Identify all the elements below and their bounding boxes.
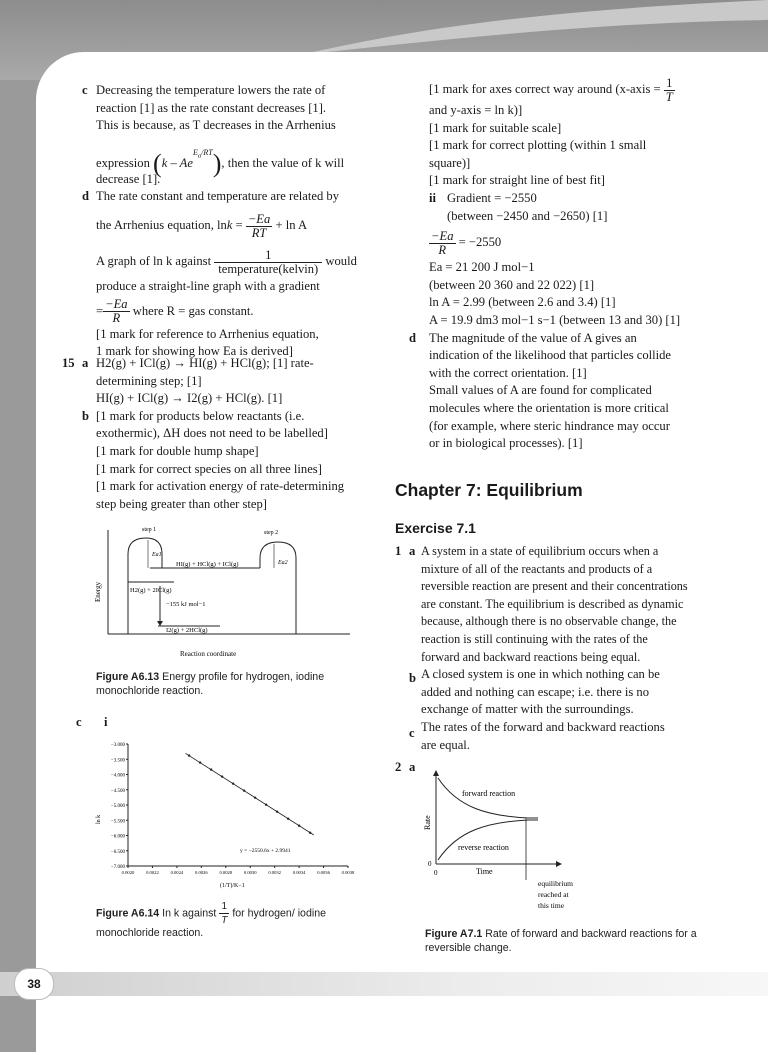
y-tick-label: −7.000: [110, 865, 125, 870]
y-tick-label: −6.500: [110, 849, 125, 855]
fraction: $\frac{-Ea}{R}$: [105, 297, 128, 326]
y-tick-label: −3.000: [110, 743, 125, 748]
data-point: [309, 832, 311, 834]
dh-arrowhead: [157, 621, 163, 626]
x-tick-label: 0.0024: [170, 870, 184, 875]
y-axis-label: Energy: [94, 581, 102, 602]
figure-caption-a6-13: Figure A6.13 Energy profile for hydrogen, iodine monochloride reaction.: [96, 671, 325, 697]
figure-caption-a7-1: Figure A7.1 Rate of forward and backward reactions for a reversible change.: [425, 928, 697, 954]
svg-text:0: 0: [434, 869, 438, 877]
q15b-line: [1 mark for double hump shape]: [96, 443, 259, 458]
reactants-label: H2(g) + 2ICl(g): [130, 587, 172, 594]
fit-line: [185, 753, 313, 835]
data-point: [188, 754, 190, 756]
data-point: [232, 782, 234, 784]
d-mark: [1 mark for reference to Arrhenius equation,: [96, 326, 319, 341]
d-line: The rate constant and temperature are related by: [96, 189, 340, 204]
mark-line: and y-axis = ln k)]: [429, 103, 523, 117]
data-point: [276, 811, 278, 813]
answer-line: (between 20 360 and 22 022) [1]: [429, 277, 595, 292]
left-column: [62, 82, 382, 361]
question-number: 15: [62, 356, 75, 370]
svg-text:reached at: reached at: [538, 890, 569, 899]
time-label: Time: [476, 867, 493, 876]
x-tick-label: 0.0020: [121, 870, 135, 875]
reverse-curve: [438, 820, 538, 860]
arrhenius-formula: k – Ae: [161, 155, 193, 170]
question-15: [62, 355, 382, 513]
forward-curve: [438, 778, 538, 818]
c-line: This is because, as T decreases in the Arrhenius: [96, 118, 336, 133]
d-gradient-line: = $\frac{-Ea}{R}$ where R = gas constant.: [96, 297, 254, 326]
forward-label: forward reaction: [462, 789, 516, 798]
data-point: [287, 818, 289, 820]
gradient-line: ii Gradient = −2550: [429, 190, 537, 205]
svg-text:equilibrium: equilibrium: [538, 879, 573, 888]
data-point: [243, 789, 245, 791]
footer-bar: [0, 972, 768, 996]
fit-equation: y = −2550.6x + 2.9941: [240, 848, 291, 854]
x-tick-label: 0.0038: [341, 870, 355, 875]
fraction: $\frac{-Ea}{R}$: [431, 228, 454, 257]
mark-line: [1 mark for axes correct way around (x-axis = $\frac{1}{T}$: [429, 75, 673, 104]
q15b-line: [1 mark for products below reactants (i.e.: [96, 408, 305, 423]
c-expression-line: expression $(k - Ae^{E_a/RT})$, then the value of k will: [96, 147, 345, 178]
x-axis-label: Reaction coordinate: [180, 650, 237, 658]
hump-1: [128, 538, 162, 582]
x-tick-label: 0.0028: [219, 870, 233, 875]
exercise-heading: Exercise 7.1: [395, 520, 476, 536]
y-axis-label: ln k: [96, 814, 102, 824]
q15a-line: determining step; [1]: [96, 373, 202, 388]
data-point: [221, 775, 223, 777]
products-label: I2(g) + 2HCl(g): [166, 627, 208, 634]
x-tick-label: 0.0030: [243, 870, 257, 875]
answer-line: A = 19.9 dm3 mol−1 s−1 (between 13 and 30) [1]: [429, 312, 681, 327]
d-mark: 1 mark for showing how Ea is derived]: [96, 344, 293, 359]
right-column: [395, 76, 735, 453]
hump-2: [260, 542, 296, 634]
y-tick-label: −6.000: [110, 834, 125, 840]
c-line: reaction [1] as the rate constant decreases [1].: [96, 100, 327, 115]
fraction: $\frac{-Ea}{RT}$: [247, 211, 271, 240]
ea-over-r-line: $\frac{-Ea}{R}$ = −2550: [431, 228, 502, 257]
chapter-heading: Chapter 7: Equilibrium: [395, 480, 583, 500]
page-number: 38: [14, 968, 54, 1000]
item-d-label: d: [82, 189, 90, 203]
answer-line: ln A = 2.99 (between 2.6 and 3.4) [1]: [429, 295, 616, 310]
c-line: Decreasing the temperature lowers the rate of: [96, 83, 326, 97]
y-tick-label: −3.500: [110, 758, 125, 764]
q15b-line: [1 mark for activation energy of rate-determining: [96, 479, 345, 494]
data-point: [210, 768, 212, 770]
y-tick-label: −4.000: [110, 773, 125, 779]
d-arrhenius-line: the Arrhenius equation, lnk = $\frac{-Ea}{RT}$ + ln A: [96, 211, 308, 240]
svg-text:0: 0: [428, 860, 432, 868]
q15b-line: [1 mark for correct species on all three lines]: [96, 461, 322, 476]
data-point: [265, 803, 267, 805]
x-tick-label: 0.0022: [146, 870, 159, 875]
data-point: [298, 825, 300, 827]
c-line: decrease [1].: [96, 171, 161, 186]
q15a-line: H2(g) + ICl(g) → HI(g) + HCl(g); [1] rate-: [96, 356, 314, 370]
gradient-range: (between −2450 and −2650) [1]: [447, 208, 608, 223]
step1-label: step 1: [142, 527, 157, 533]
q15b-line: step being greater than other step]: [96, 496, 267, 511]
d-line: produce a straight-line graph with a gradient: [96, 278, 320, 293]
figure-caption-a6-14: Figure A6.14 In k against $\frac{1}{T}$ for hydrogen/ iodine monochloride reaction.: [96, 901, 326, 939]
equilibrium-rate-graph: [418, 770, 618, 920]
exercise-7-1: 1 a A system in a state of equilibrium occurs when a mixture of all of the reactants and products of a reversible reaction are present and their concentrations are constant. The equilibrium is described as dynamic because, although there is no observable change, the reaction is still continuing with the rates of the forward and backward reactions being equal. b A closed system is one in which nothing can be added and nothing can escape; i.e. there is no exchange of matter with the surroundings. c The rates of the forward and backward reactions are equal. 2 a: [395, 544, 688, 774]
item-b-label: b: [82, 409, 90, 423]
mark-line: [1 mark for straight line of best fit]: [429, 173, 605, 188]
fraction: $\frac{1}{T}$: [665, 75, 673, 104]
item-c-label: c: [82, 83, 88, 97]
item-d: d The magnitude of the value of A gives an indication of the likelihood that particles collide with the correct orientation. [1] Small values of A are found for complicated molecules where the orientation is more critical (for example, where steric hindrance may occur or in biological processes). [1]: [409, 330, 672, 451]
y-tick-label: −5.000: [110, 804, 125, 809]
fraction: $\frac{1}{T}$: [221, 901, 228, 926]
ea2-label: Ea2: [278, 560, 288, 566]
y-tick-label: −5.500: [110, 819, 125, 825]
reverse-label: reverse reaction: [458, 843, 509, 852]
mark-line: [1 mark for suitable scale]: [429, 120, 562, 135]
x-tick-label: 0.0034: [292, 870, 306, 875]
ea1-label: Ea1: [152, 552, 162, 558]
ln-k-chart: [90, 736, 360, 892]
x-tick-label: 0.0032: [268, 870, 281, 875]
item-a-label: a: [82, 356, 89, 370]
dh-label: −155 kJ mol−1: [166, 601, 206, 608]
intermediate-label: HI(g) + HCl(g) + ICl(g): [176, 561, 239, 568]
x-tick-label: 0.0036: [317, 870, 330, 875]
energy-profile-diagram: [90, 522, 360, 662]
q15b-line: exothermic), ΔH does not need to be labelled]: [96, 426, 328, 441]
d-graph-line: A graph of ln k against $\frac{1}{\text{temperature(kelvin)}}$ would: [96, 247, 357, 276]
mark-line: [1 mark for correct plotting (within 1 small: [429, 138, 647, 153]
step2-label: step 2: [264, 530, 279, 536]
data-point: [199, 761, 201, 763]
fraction: $\frac{1}{\text{temperature(kelvin)}}$: [214, 249, 322, 276]
svg-text:this time: this time: [538, 901, 565, 910]
y-tick-label: −4.500: [110, 788, 125, 794]
mark-line: square)]: [429, 155, 471, 170]
x-tick-label: 0.0026: [195, 870, 208, 875]
q15a-line: HI(g) + ICl(g) → I2(g) + HCl(g). [1]: [96, 391, 283, 406]
data-point: [254, 796, 256, 798]
answer-line: Ea = 21 200 J mol−1: [429, 260, 535, 275]
x-axis-label: (1/T)/K−1: [220, 883, 245, 889]
rate-label: Rate: [423, 815, 432, 830]
